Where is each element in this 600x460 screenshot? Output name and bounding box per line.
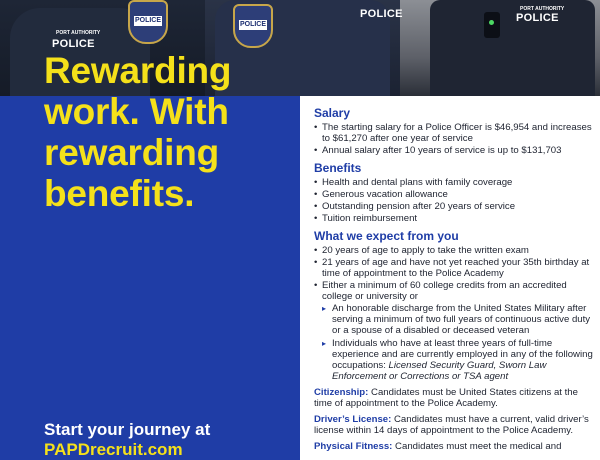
- benefits-section: [314, 161, 594, 224]
- sub-item-text: Individuals who have at least three years of full-time experience and are currently employed in any of the following occupations:: [332, 338, 593, 371]
- salary-section: [314, 106, 594, 156]
- list-item: • Either a minimum of 60 college credits from an accredited college or university or: [314, 280, 594, 302]
- sub-list-item: [322, 338, 594, 382]
- radio-device: [484, 12, 500, 38]
- headline-line-2: work. With: [44, 91, 229, 132]
- chest-small-text-left: PORT AUTHORITY: [56, 30, 101, 36]
- uniform-right: [430, 0, 595, 96]
- salary-title: Salary: [314, 106, 351, 120]
- list-item: • The starting salary for a Police Officer is $46,954 and increases to $61,270 after one year of service: [314, 122, 594, 144]
- list-item: • Tuition reimbursement: [314, 213, 594, 224]
- patch-text: POLICE: [134, 17, 162, 24]
- citizenship-paragraph: [314, 387, 594, 409]
- physical-paragraph: [314, 441, 594, 452]
- expect-section: [314, 229, 594, 382]
- chest-small-text-right: PORT AUTHORITY: [520, 6, 565, 12]
- sub-list-item: ▸ An honorable discharge from the United States Military after serving a minimum of two full years of continuous active duty or a spouse of a disabled or deceased veteran: [322, 303, 594, 336]
- salary-list: [314, 122, 594, 156]
- police-patch-center: [233, 4, 273, 48]
- physical-label: Physical Fitness:: [314, 441, 393, 452]
- benefits-list: [314, 177, 594, 224]
- sub-item-occupations: Licensed Security Guard, Sworn Law Enforcement or Corrections or TSA agent: [332, 360, 547, 382]
- chest-label-left: POLICE: [52, 38, 95, 50]
- headline-line-1: Rewarding: [44, 50, 232, 91]
- license-label: Driver’s License:: [314, 414, 392, 425]
- benefits-title: Benefits: [314, 161, 362, 175]
- list-item: • Health and dental plans with family coverage: [314, 177, 594, 188]
- recruit-url-link[interactable]: PAPDrecruit.com: [44, 440, 183, 459]
- headline: [44, 50, 304, 214]
- license-paragraph: [314, 414, 594, 436]
- expect-title: What we expect from you: [314, 229, 459, 243]
- requirements-column: [314, 106, 594, 457]
- chest-label-center: POLICE: [360, 8, 403, 20]
- citizenship-label: Citizenship:: [314, 387, 369, 398]
- headline-line-3: rewarding: [44, 132, 220, 173]
- expect-list: [314, 245, 594, 302]
- list-item: • Outstanding pension after 20 years of service: [314, 201, 594, 212]
- chest-label-right: POLICE: [516, 12, 559, 24]
- physical-text: Candidates must meet the medical and: [392, 441, 562, 452]
- headline-line-4: benefits.: [44, 173, 195, 214]
- expect-sub-list: [322, 303, 594, 382]
- citizenship-text: Candidates must be United States citizens at the time of appointment to the Police Academy.: [314, 387, 578, 409]
- list-item: • Generous vacation allowance: [314, 189, 594, 200]
- list-item: • 20 years of age to apply to take the written exam: [314, 245, 594, 256]
- patch-text: POLICE: [239, 21, 267, 28]
- list-item: • Annual salary after 10 years of service is up to $131,703: [314, 145, 594, 156]
- license-text: Candidates must have a current, valid driver’s license within 14 days of appointment to the Police Academy.: [314, 414, 589, 436]
- radio-led-icon: [489, 20, 494, 25]
- police-patch-left: [128, 0, 168, 44]
- list-item: • 21 years of age and have not yet reached your 35th birthday at time of appointment to the Police Academy: [314, 257, 594, 279]
- cta-text: Start your journey at: [44, 420, 211, 439]
